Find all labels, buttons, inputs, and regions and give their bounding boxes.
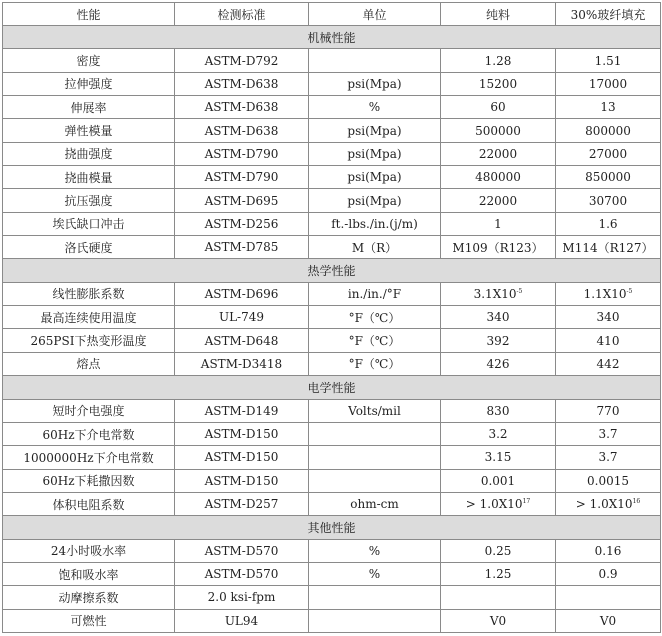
value-mantissa: > 1.0X10: [465, 497, 523, 512]
unit-cell: [309, 469, 441, 492]
standard-cell: ASTM-D257: [175, 492, 309, 515]
property-cell: 熔点: [3, 352, 175, 375]
property-cell: 体积电阻系数: [3, 492, 175, 515]
standard-cell: ASTM-D696: [175, 282, 309, 305]
standard-cell: ASTM-D150: [175, 422, 309, 445]
property-cell: 抗压强度: [3, 189, 175, 212]
pure-value-cell: [441, 282, 556, 305]
glass-filled-value-cell: [556, 492, 661, 515]
table-row: [3, 446, 661, 469]
section-title: 机械性能: [3, 26, 661, 49]
section-title: 热学性能: [3, 259, 661, 282]
unit-cell: [309, 49, 441, 72]
table-row: [3, 586, 661, 609]
glass-filled-value-cell: 770: [556, 399, 661, 422]
standard-cell: ASTM-D3418: [175, 352, 309, 375]
pure-value-cell: 0.25: [441, 539, 556, 562]
property-cell: 洛氏硬度: [3, 236, 175, 259]
table-row: [3, 142, 661, 165]
property-cell: 短时介电强度: [3, 399, 175, 422]
standard-cell: ASTM-D570: [175, 562, 309, 585]
glass-filled-value-cell: 800000: [556, 119, 661, 142]
section-header-row: [3, 376, 661, 399]
unit-cell: %: [309, 539, 441, 562]
property-cell: 埃氏缺口冲击: [3, 212, 175, 235]
pure-value-cell: 392: [441, 329, 556, 352]
value-exponent: 17: [522, 498, 531, 506]
property-cell: 弹性模量: [3, 119, 175, 142]
glass-filled-value-cell: 442: [556, 352, 661, 375]
property-cell: 可燃性: [3, 609, 175, 632]
value-exponent: 16: [632, 498, 641, 506]
glass-filled-value-cell: 850000: [556, 166, 661, 189]
pure-value-cell: 426: [441, 352, 556, 375]
glass-filled-value-cell: 3.7: [556, 446, 661, 469]
table-row: [3, 352, 661, 375]
property-cell: 24小时吸水率: [3, 539, 175, 562]
glass-filled-value-cell: 0.16: [556, 539, 661, 562]
property-cell: 拉伸强度: [3, 72, 175, 95]
column-header-glass-filled: 30%玻纤填充: [556, 3, 661, 26]
unit-cell: psi(Mpa): [309, 142, 441, 165]
unit-cell: [309, 609, 441, 632]
glass-filled-value-cell: 1.51: [556, 49, 661, 72]
unit-cell: M（R）: [309, 236, 441, 259]
standard-cell: UL-749: [175, 306, 309, 329]
property-cell: 1000000Hz下介电常数: [3, 446, 175, 469]
properties-sheet: [2, 2, 660, 633]
standard-cell: ASTM-D256: [175, 212, 309, 235]
table-row: [3, 166, 661, 189]
column-header-standard: 检测标准: [175, 3, 309, 26]
table-row: [3, 189, 661, 212]
properties-table: [2, 2, 661, 633]
pure-value-cell: 22000: [441, 189, 556, 212]
value-mantissa: > 1.0X10: [575, 497, 633, 512]
unit-cell: [309, 586, 441, 609]
table-row: [3, 72, 661, 95]
table-row: [3, 609, 661, 632]
standard-cell: 2.0 ksi-fpm: [175, 586, 309, 609]
section-header-row: [3, 516, 661, 539]
unit-cell: psi(Mpa): [309, 72, 441, 95]
pure-value-cell: V0: [441, 609, 556, 632]
unit-cell: in./in./°F: [309, 282, 441, 305]
pure-value-cell: 0.001: [441, 469, 556, 492]
pure-value-cell: M109（R123）: [441, 236, 556, 259]
property-cell: 60Hz下耗撒因数: [3, 469, 175, 492]
glass-filled-value-cell: 0.0015: [556, 469, 661, 492]
pure-value-cell: 340: [441, 306, 556, 329]
table-row: [3, 469, 661, 492]
table-row: [3, 329, 661, 352]
table-row: [3, 399, 661, 422]
unit-cell: ft.-lbs./in.(j/m): [309, 212, 441, 235]
property-cell: 伸展率: [3, 96, 175, 119]
pure-value-cell: [441, 492, 556, 515]
property-cell: 饱和吸水率: [3, 562, 175, 585]
table-row: [3, 282, 661, 305]
unit-cell: %: [309, 562, 441, 585]
glass-filled-value-cell: [556, 282, 661, 305]
unit-cell: °F（℃）: [309, 329, 441, 352]
glass-filled-value-cell: M114（R127）: [556, 236, 661, 259]
unit-cell: ohm-cm: [309, 492, 441, 515]
section-title: 电学性能: [3, 376, 661, 399]
table-header-row: [3, 3, 661, 26]
table-row: [3, 236, 661, 259]
pure-value-cell: 3.2: [441, 422, 556, 445]
table-row: [3, 539, 661, 562]
pure-value-cell: 22000: [441, 142, 556, 165]
section-header-row: [3, 259, 661, 282]
glass-filled-value-cell: V0: [556, 609, 661, 632]
property-cell: 265PSI下热变形温度: [3, 329, 175, 352]
glass-filled-value-cell: 27000: [556, 142, 661, 165]
table-row: [3, 96, 661, 119]
unit-cell: [309, 446, 441, 469]
property-cell: 动摩擦系数: [3, 586, 175, 609]
value-exponent: -5: [516, 287, 523, 295]
table-row: [3, 49, 661, 72]
table-row: [3, 422, 661, 445]
property-cell: 最高连续使用温度: [3, 306, 175, 329]
unit-cell: %: [309, 96, 441, 119]
pure-value-cell: 60: [441, 96, 556, 119]
pure-value-cell: 1.28: [441, 49, 556, 72]
pure-value-cell: 3.15: [441, 446, 556, 469]
glass-filled-value-cell: 13: [556, 96, 661, 119]
standard-cell: ASTM-D638: [175, 119, 309, 142]
value-exponent: -5: [626, 287, 633, 295]
unit-cell: psi(Mpa): [309, 189, 441, 212]
section-header-row: [3, 26, 661, 49]
standard-cell: ASTM-D638: [175, 96, 309, 119]
column-header-unit: 单位: [309, 3, 441, 26]
unit-cell: psi(Mpa): [309, 166, 441, 189]
pure-value-cell: 480000: [441, 166, 556, 189]
glass-filled-value-cell: 1.6: [556, 212, 661, 235]
property-cell: 60Hz下介电常数: [3, 422, 175, 445]
standard-cell: ASTM-D638: [175, 72, 309, 95]
table-row: [3, 212, 661, 235]
pure-value-cell: 500000: [441, 119, 556, 142]
pure-value-cell: 1.25: [441, 562, 556, 585]
table-row: [3, 306, 661, 329]
glass-filled-value-cell: 340: [556, 306, 661, 329]
property-cell: 挠曲强度: [3, 142, 175, 165]
column-header-pure: 纯料: [441, 3, 556, 26]
standard-cell: ASTM-D150: [175, 446, 309, 469]
unit-cell: °F（℃）: [309, 352, 441, 375]
glass-filled-value-cell: 30700: [556, 189, 661, 212]
standard-cell: ASTM-D648: [175, 329, 309, 352]
value-mantissa: 3.1X10: [473, 286, 517, 301]
standard-cell: ASTM-D570: [175, 539, 309, 562]
unit-cell: °F（℃）: [309, 306, 441, 329]
glass-filled-value-cell: 17000: [556, 72, 661, 95]
glass-filled-value-cell: 3.7: [556, 422, 661, 445]
property-cell: 挠曲模量: [3, 166, 175, 189]
standard-cell: ASTM-D150: [175, 469, 309, 492]
pure-value-cell: 830: [441, 399, 556, 422]
property-cell: 线性膨胀系数: [3, 282, 175, 305]
value-mantissa: 1.1X10: [583, 286, 627, 301]
unit-cell: psi(Mpa): [309, 119, 441, 142]
standard-cell: ASTM-D695: [175, 189, 309, 212]
unit-cell: [309, 422, 441, 445]
column-header-property: 性能: [3, 3, 175, 26]
standard-cell: UL94: [175, 609, 309, 632]
standard-cell: ASTM-D790: [175, 166, 309, 189]
glass-filled-value-cell: 410: [556, 329, 661, 352]
pure-value-cell: [441, 586, 556, 609]
table-row: [3, 492, 661, 515]
table-row: [3, 119, 661, 142]
standard-cell: ASTM-D790: [175, 142, 309, 165]
pure-value-cell: 15200: [441, 72, 556, 95]
standard-cell: ASTM-D785: [175, 236, 309, 259]
glass-filled-value-cell: 0.9: [556, 562, 661, 585]
standard-cell: ASTM-D149: [175, 399, 309, 422]
table-row: [3, 562, 661, 585]
unit-cell: Volts/mil: [309, 399, 441, 422]
pure-value-cell: 1: [441, 212, 556, 235]
standard-cell: ASTM-D792: [175, 49, 309, 72]
property-cell: 密度: [3, 49, 175, 72]
glass-filled-value-cell: [556, 586, 661, 609]
section-title: 其他性能: [3, 516, 661, 539]
table-body: [3, 26, 661, 633]
